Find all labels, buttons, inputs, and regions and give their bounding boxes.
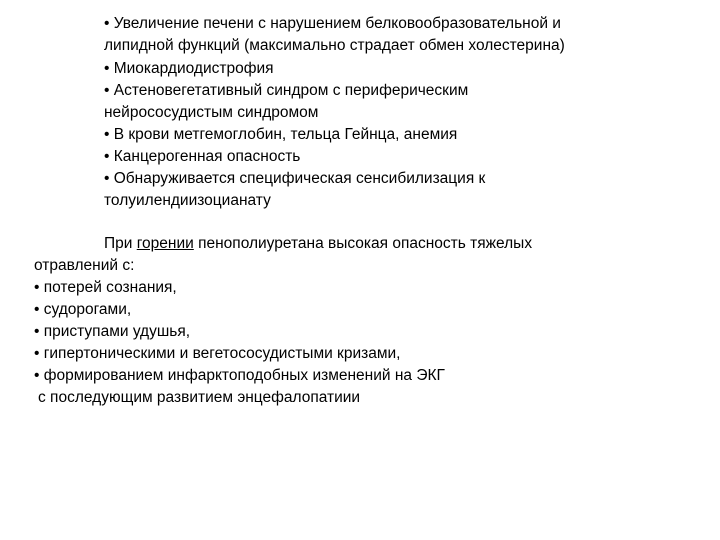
block1-line-3: • Миокардиодистрофия <box>104 60 274 77</box>
block2-item-2: • судорогами, <box>34 301 132 318</box>
block1-line-7: • Канцерогенная опасность <box>104 148 301 165</box>
block1-line-1: • Увеличение печени с нарушением белковообразовательной и <box>104 15 561 32</box>
block2-item-5: • формированием инфарктоподобных изменений на ЭКГ <box>34 367 445 384</box>
block1-line-8: • Обнаруживается специфическая сенсибилизация к <box>104 170 486 187</box>
block2-tail: с последующим развитием энцефалопатиии <box>38 389 361 406</box>
block1-line-9: толуилендиизоцианату <box>104 192 271 209</box>
block2-intro-after: пенополиуретана высокая опасность тяжелых <box>193 235 533 252</box>
block2-item-1: • потерей сознания, <box>34 279 177 296</box>
block1-line-6: • В крови метгемоглобин, тельца Гейнца, анемия <box>104 126 458 143</box>
block1-line-5: нейрососудистым синдромом <box>104 104 319 121</box>
block1-line-2: липидной функций (максимально страдает обмен холестерина) <box>104 37 565 54</box>
block1-line-4: • Астеновегетативный синдром с периферическим <box>104 82 469 99</box>
block2-item-4: • гипертоническими и вегетососудистыми кризами, <box>34 345 401 362</box>
block2-intro <box>104 233 532 255</box>
block2-item-3: • приступами удушья, <box>34 323 191 340</box>
block2-intro-underlined: горении <box>136 235 194 252</box>
block2-intro-before: При <box>104 235 137 252</box>
block2-intro-line2: отравлений с: <box>34 257 135 274</box>
